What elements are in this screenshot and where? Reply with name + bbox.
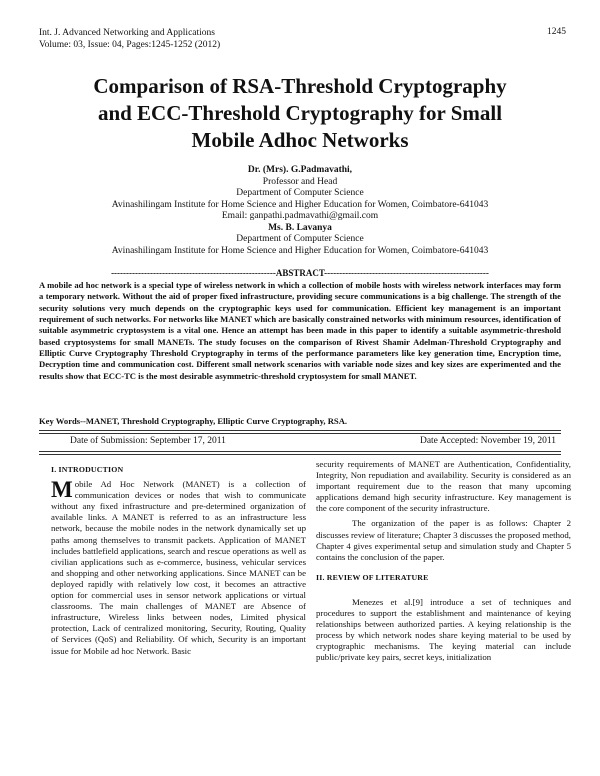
author-1-institution: Avinashilingam Institute for Home Science and Higher Education for Women, Coimbatore-641043 [111, 199, 489, 210]
author-1-name: Dr. (Mrs). G.Padmavathi, [247, 165, 353, 175]
introduction-text: obile Ad Hoc Network (MANET) is a collection of communication devices or nodes that wish to communicate without any fixed infrastructure and pre-determined organization of available links. A MANET is referred to as an infrastructure less network, because the mobile nodes in the network dynamically set up paths among themselves to transmit packets. Application of MANET includes battlefield applications, search and rescue operations as well as civilian applications such as e-commerce, business, vehicular services and shopping and other networking applications. Since MANET can be deployed rapidly with relatively low cost, it becomes an attractive option for commercial uses in sensor network applications or virtual classrooms. The main challenges of MANET are Absence of infrastructure, Wireless links between nodes, Limited physical protection, Lack of centralized monitoring, Security, Routing, Quality of Services (QoS) and Reliability. Of which, Security is an important issue for Mobile ad hoc Network. Basic [51, 479, 306, 656]
review-paragraph: Menezes et al.[9] introduce a set of techniques and procedures to support the establishment and maintenance of keying relationships between authorized parties. A keying relationship is the process by which network nodes share keying material to be used by cryptographic mechanisms. The keying material can include public/private key pairs, secret keys, initialization [316, 596, 571, 663]
drop-cap: M [51, 477, 73, 503]
abstract-heading: -------------------------------------------------------ABSTRACT------------------------------------------------------- [111, 268, 489, 278]
divider [39, 433, 561, 434]
divider [39, 430, 561, 431]
journal-name: Int. J. Advanced Networking and Applications [39, 28, 215, 38]
author-block [40, 165, 560, 257]
left-column [51, 459, 306, 657]
security-paragraph: security requirements of MANET are Authentication, Confidentiality, Integrity, Non repudiation and availability. Security is considered as an important requirement due to the reason that many upcoming applications demand high security infrastructure. Key management is the core component of the security infrastructure. [316, 459, 571, 514]
keywords: Key Words--MANET, Threshold Cryptography, Elliptic Curve Cryptography, RSA. [39, 416, 348, 426]
right-column [316, 459, 571, 664]
author-2-department: Department of Computer Science [236, 234, 364, 244]
accepted-date: Date Accepted: November 19, 2011 [419, 436, 556, 446]
abstract-text: A mobile ad hoc network is a special type of wireless network in which a collection of mobile hosts with wireless network interfaces may form a temporary network. Without the aid of proper fixed infrastructure, providing secure communications is a big challenge. The strength of the security solutions very much depends on the cryptographic keys used for communication. Efficient key management is an important requirement of such networks. For networks like MANET which are basically constrained networks with minimum resources, identification of suitable asymmetric cryptosystem is a vital one. Hence an attempt has been made in this paper to identify a suitable asymmetric-threshold based cryptosystems for small MANETs. The study focuses on the comparison of Rivest Shamir Adelman-Threshold Cryptography and Elliptic Curve Cryptography Threshold Cryptography in terms of the performance parameters like key generation time, Encryption time, Decryption time and communication cost. Different small network scenarios with variable node sizes and key sizes are experimented and the results show that ECC-TC is the most desirable asymmetric-threshold cryptosystem for small MANET. [39, 280, 561, 381]
author-1-role: Professor and Head [262, 176, 338, 187]
introduction-heading: I. INTRODUCTION [51, 465, 124, 474]
divider [39, 454, 561, 455]
title-line-1: Comparison of RSA-Threshold Cryptography [93, 74, 507, 98]
title-line-2: and ECC-Threshold Cryptography for Small [97, 101, 503, 125]
title-line-3: Mobile Adhoc Networks [191, 128, 409, 152]
organization-paragraph: The organization of the paper is as follows: Chapter 2 discusses review of literature; Chapter 3 discusses the proposed method, Chapter 4 gives experimental setup and simulation study and Chapter 5 contains the conclusion of the paper. [316, 518, 571, 562]
author-2-institution: Avinashilingam Institute for Home Science and Higher Education for Women, Coimbatore-641043 [111, 245, 489, 256]
introduction-paragraph [51, 479, 306, 657]
author-1-department: Department of Computer Science [236, 188, 364, 198]
paper-title [40, 73, 560, 154]
page-number: 1245 [547, 27, 566, 37]
journal-volume: Volume: 03, Issue: 04, Pages:1245-1252 (2012) [39, 40, 221, 50]
divider [39, 451, 561, 452]
journal-header [39, 27, 220, 51]
submission-date: Date of Submission: September 17, 2011 [70, 436, 226, 446]
review-heading: II. REVIEW OF LITERATURE [316, 572, 429, 582]
author-2-name: Ms. B. Lavanya [268, 222, 332, 233]
author-1-email: Email: ganpathi.padmavathi@gmail.com [221, 211, 379, 221]
